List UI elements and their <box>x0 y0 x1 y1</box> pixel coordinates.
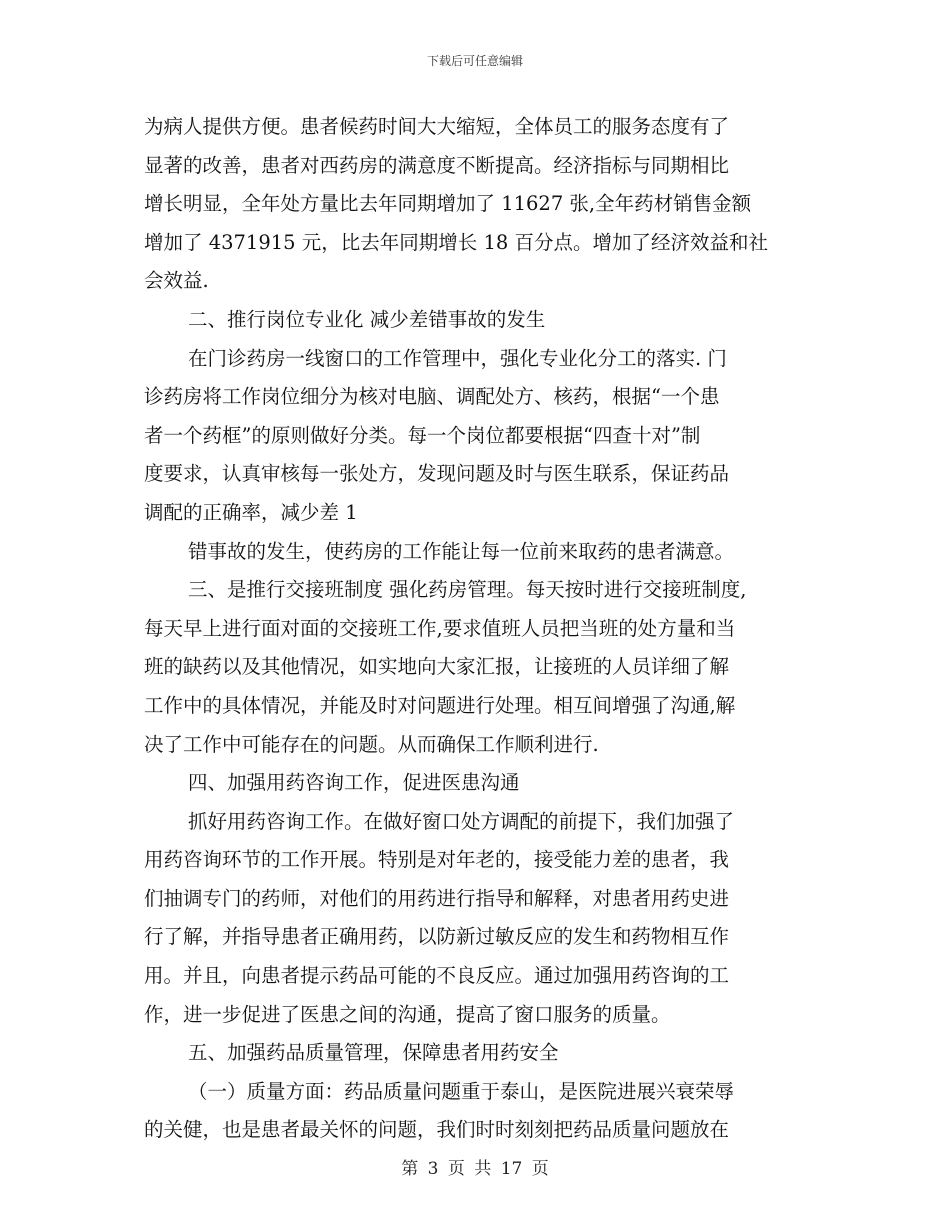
text-line: 行了解，并指导患者正确用药，以防新过敏反应的发生和药物相互作 <box>144 925 730 949</box>
text-line: 在门诊药房一线窗口的工作管理中，强化专业化分工的落实. 门 <box>188 346 727 370</box>
page-header: 下载后可任意编辑 <box>426 54 523 68</box>
text-line: 二、推行岗位专业化 减少差错事故的发生 <box>188 307 546 331</box>
text-line: 四、加强用药咨询工作，促进医患沟通 <box>188 771 520 795</box>
text-line: 每天早上进行面对面的交接班工作,要求值班人员把当班的处方量和当 <box>144 616 736 640</box>
text-line: （一）质量方面：药品质量问题重于泰山，是医院进展兴衰荣辱 <box>188 1079 735 1103</box>
text-line: 工作中的具体情况，并能及时对问题进行处理。相互间增强了沟通,解 <box>144 693 736 717</box>
text-line: 为病人提供方便。患者候药时间大大缩短，全体员工的服务态度有了 <box>144 115 730 138</box>
text-line: 显著的改善，患者对西药房的满意度不断提高。经济指标与同期相比 <box>144 153 730 177</box>
text-line: 五、加强药品质量管理，保障患者用药安全 <box>188 1041 559 1065</box>
text-line: 三、是推行交接班制度 强化药房管理。每天按时进行交接班制度, <box>188 578 747 602</box>
text-line: 用。并且，向患者提示药品可能的不良反应。通过加强用药咨询的工 <box>144 964 730 988</box>
text-line: 班的缺药以及其他情况，如实地向大家汇报，让接班的人员详细了解 <box>144 655 730 679</box>
text-line: 增长明显，全年处方量比去年同期增加了 11627 张,全年药材销售金额 <box>144 192 752 216</box>
text-line: 度要求，认真审核每一张处方，发现问题及时与医生联系，保证药品 <box>144 462 730 486</box>
text-line: 错事故的发生，使药房的工作能让每一位前来取药的患者满意。 <box>188 539 735 563</box>
text-line: 们抽调专门的药师，对他们的用药进行指导和解释，对患者用药史进 <box>144 886 730 910</box>
text-line: 抓好用药咨询工作。在做好窗口处方调配的前提下，我们加强了 <box>188 809 735 833</box>
text-line: 诊药房将工作岗位细分为核对电脑、调配处方、核药，根据“一个患 <box>144 385 720 409</box>
text-line: 作，进一步促进了医患之间的沟通，提高了窗口服务的质量。 <box>144 1002 671 1026</box>
text-line: 会效益. <box>144 269 209 293</box>
text-line: 用药咨询环节的工作开展。特别是对年老的，接受能力差的患者，我 <box>144 848 730 872</box>
page-footer: 第 3 页 共 17 页 <box>401 1159 549 1179</box>
text-line: 的关健，也是患者最关怀的问题，我们时时刻刻把药品质量问题放在 <box>144 1118 730 1142</box>
text-line: 增加了 4371915 元，比去年同期增长 18 百分点。增加了经济效益和社 <box>144 230 768 254</box>
text-line: 者一个药框”的原则做好分类。每一个岗位都要根据“四查十对”制 <box>144 423 701 447</box>
text-line: 决了工作中可能存在的问题。从而确保工作顺利进行. <box>144 732 599 756</box>
document-body <box>144 108 814 1150</box>
text-line: 调配的正确率，减少差 1 <box>144 500 358 524</box>
